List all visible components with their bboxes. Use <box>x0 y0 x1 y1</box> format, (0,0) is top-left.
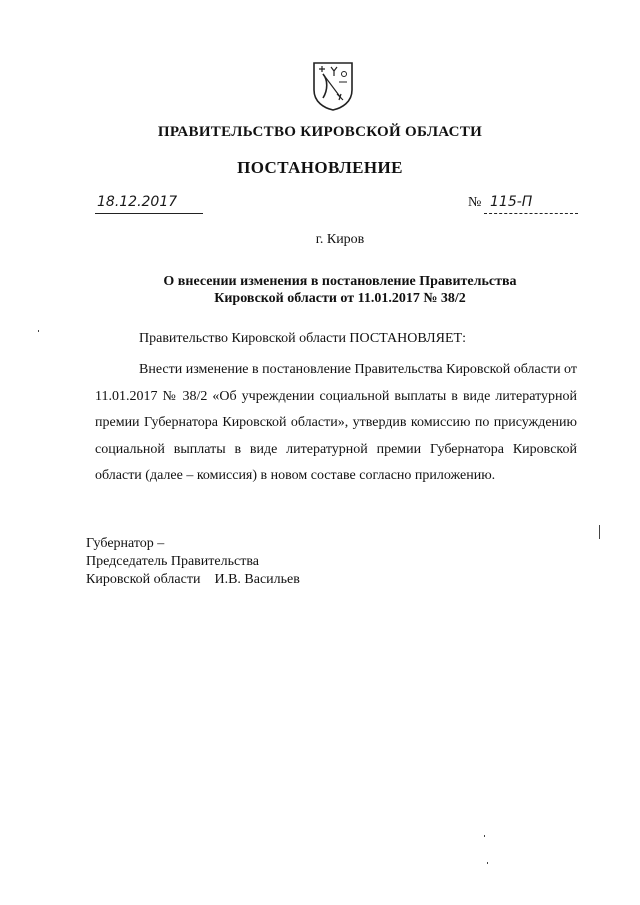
decree-statement: Правительство Кировской области ПОСТАНОВЛЯЕТ: <box>139 331 466 346</box>
signer-name: И.В. Васильев <box>214 572 300 587</box>
scan-speck <box>599 525 600 539</box>
number-field <box>468 195 578 213</box>
date-field <box>95 195 203 214</box>
coat-of-arms-icon <box>311 60 355 112</box>
org-title: ПРАВИТЕЛЬСТВО КИРОВСКОЙ ОБЛАСТИ <box>157 124 483 140</box>
document-type: ПОСТАНОВЛЕНИЕ <box>237 158 403 177</box>
date-value: 18.12.2017 <box>97 194 178 210</box>
signature-line-3 <box>86 571 300 589</box>
number-line <box>484 195 578 214</box>
signature-org: Кировской области <box>86 572 201 587</box>
city: г. Киров <box>315 232 365 247</box>
subject-line-1: О внесении изменения в постановление Правительства <box>163 274 517 289</box>
signature-block <box>86 535 300 589</box>
document-subject <box>120 273 560 307</box>
body-paragraph: Внести изменение в постановление Правительства Кировской области от 11.01.2017 № 38/2 «Об учреждении социальной выплаты в виде литературной премии Губернатора Кировской области», утвердив комиссию по присуждению социальной выплаты в виде литературной премии Губернатора Кировской области (далее – комиссия) в новом составе согласно приложению. <box>95 362 577 483</box>
signature-line-2: Председатель Правительства <box>86 554 259 569</box>
scan-speck <box>487 862 488 864</box>
number-sign: № <box>468 195 482 210</box>
signature-line-1: Губернатор – <box>86 536 165 551</box>
number-value: 115-П <box>490 194 533 210</box>
subject-line-2: Кировской области от 11.01.2017 № 38/2 <box>214 291 466 306</box>
scan-speck <box>484 835 485 837</box>
scan-speck <box>38 330 39 332</box>
